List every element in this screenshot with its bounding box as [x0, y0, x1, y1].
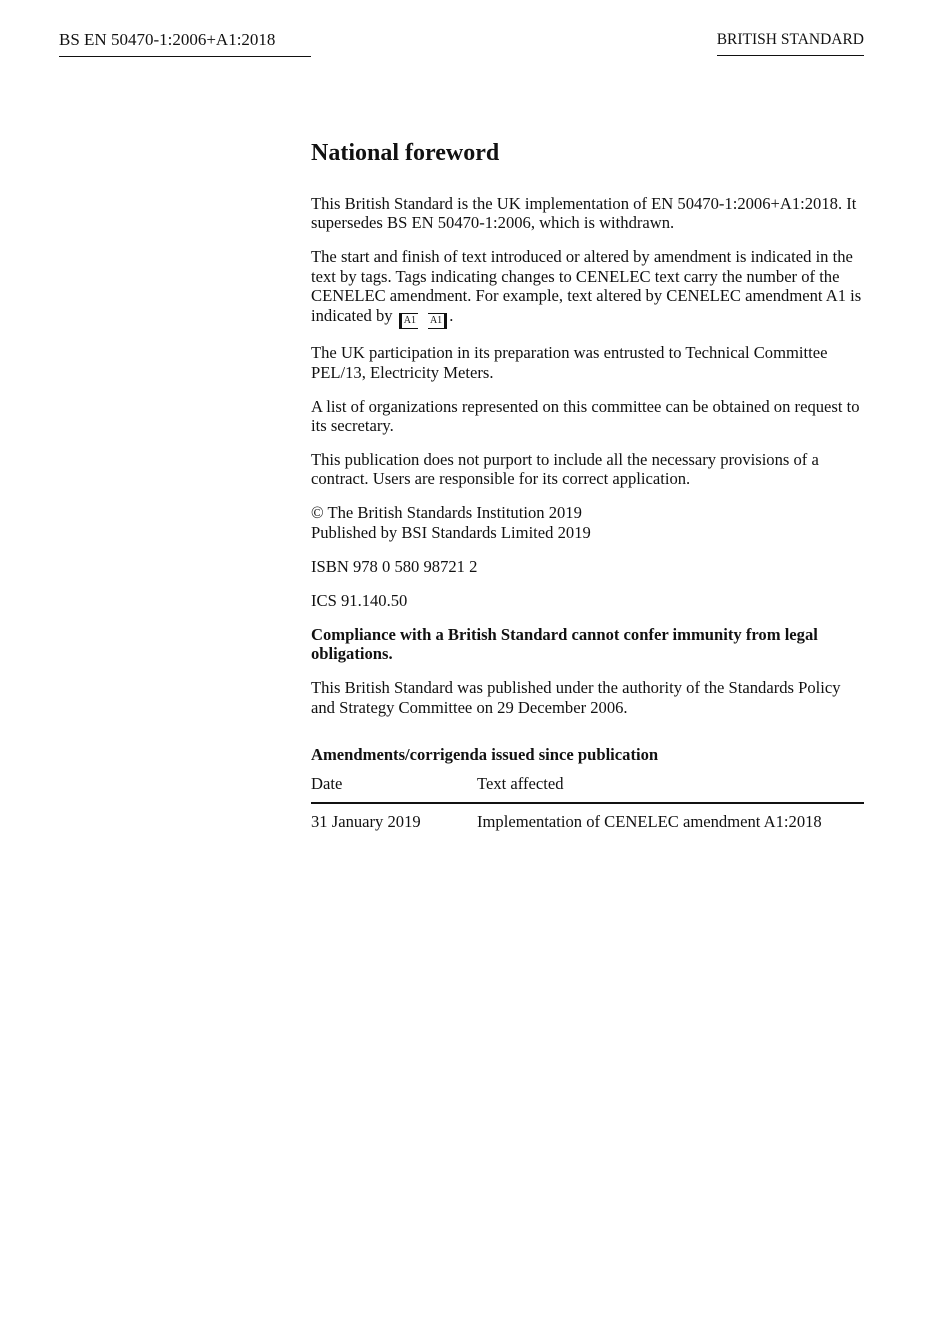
paragraph-implementation: This British Standard is the UK implementation of EN 50470-1:2006+A1:2018. It supersedes BS EN 50470-1:2006, which is withdrawn. [311, 194, 857, 233]
amendment-text: Implementation of CENELEC amendment A1:2018 [477, 811, 822, 831]
table-row [311, 803, 864, 831]
paragraph-committee: The UK participation in its preparation was entrusted to Technical Committee PEL/13, Electricity Meters. [311, 343, 828, 382]
isbn: ISBN 978 0 580 98721 2 [311, 556, 478, 576]
authority-note: This British Standard was published under the authority of the Standards Policy and Strategy Committee on 29 December 2006. [311, 678, 841, 717]
page-title: National foreword [311, 140, 500, 166]
compliance-note: Compliance with a British Standard cannot confer immunity from legal obligations. [311, 624, 818, 664]
copyright-block [311, 503, 867, 542]
amendments-heading: Amendments/corrigenda issued since publication [311, 745, 659, 765]
column-header-text-affected: Text affected [477, 774, 864, 802]
foreword-body [311, 138, 867, 831]
standard-series: BRITISH STANDARD [717, 31, 864, 56]
paragraph-tags [311, 247, 867, 328]
amendments-table [311, 774, 864, 831]
column-header-date: Date [311, 774, 477, 802]
copyright: © The British Standards Institution 2019 [311, 503, 582, 523]
publisher: Published by BSI Standards Limited 2019 [311, 522, 591, 542]
amendment-open-tag-icon: A1 [399, 313, 418, 329]
paragraph-tags-text: The start and finish of text introduced or altered by amendment is indicated in the text by tags. Tags indicating changes to CENELEC text carry the number of the CENELEC amendment. For example, text altered by CENELEC amendment A1 is indicated by [311, 247, 862, 325]
ics: ICS 91.140.50 [311, 590, 408, 610]
amendment-date: 31 January 2019 [311, 811, 421, 831]
table-header-row [311, 774, 864, 802]
period: . [449, 305, 454, 325]
paragraph-provisions: This publication does not purport to include all the necessary provisions of a contract. Users are responsible for its correct application. [311, 450, 819, 489]
document-id: BS EN 50470-1:2006+A1:2018 [59, 30, 311, 57]
paragraph-organizations: A list of organizations represented on this committee can be obtained on request to its secretary. [311, 396, 860, 436]
amendment-close-tag-icon: A1 [428, 313, 447, 329]
